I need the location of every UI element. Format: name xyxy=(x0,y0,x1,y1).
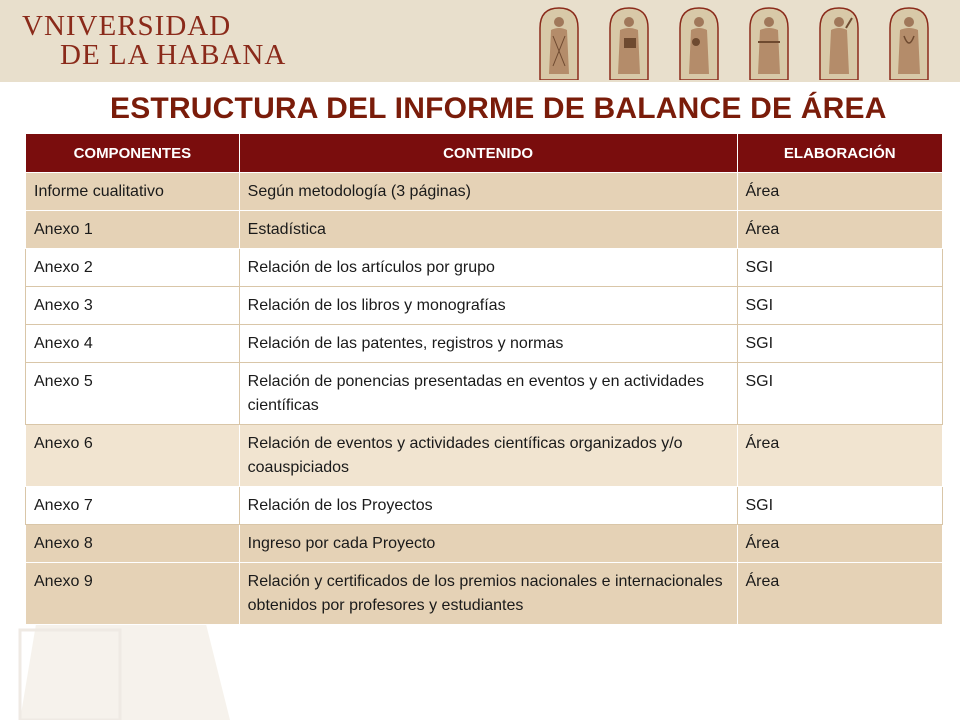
cell-contenido: Ingreso por cada Proyecto xyxy=(239,525,737,563)
statue-5-icon xyxy=(816,6,862,80)
cell-contenido: Relación de las patentes, registros y normas xyxy=(239,325,737,363)
header-band xyxy=(0,0,960,82)
cell-elaboracion: Área xyxy=(737,211,943,249)
table-row xyxy=(26,211,943,249)
statue-6-icon xyxy=(886,6,932,80)
cell-elaboracion: SGI xyxy=(737,287,943,325)
report-structure-table xyxy=(25,133,943,625)
table-row xyxy=(26,425,943,487)
table-row xyxy=(26,249,943,287)
cell-componente: Anexo 7 xyxy=(26,487,240,525)
cell-contenido: Relación y certificados de los premios nacionales e internacionales obtenidos por profesores y estudiantes xyxy=(239,563,737,625)
cell-contenido: Relación de los artículos por grupo xyxy=(239,249,737,287)
logo-line-1: VNIVERSIDAD xyxy=(22,10,232,42)
table-row xyxy=(26,525,943,563)
table-row xyxy=(26,325,943,363)
cell-contenido: Relación de los libros y monografías xyxy=(239,287,737,325)
cell-componente: Anexo 5 xyxy=(26,363,240,425)
cell-elaboracion: SGI xyxy=(737,249,943,287)
cell-componente: Anexo 1 xyxy=(26,211,240,249)
cell-elaboracion: Área xyxy=(737,563,943,625)
cell-componente: Anexo 6 xyxy=(26,425,240,487)
logo-line-2: DE LA HABANA xyxy=(60,39,287,71)
table-row xyxy=(26,487,943,525)
cell-elaboracion: SGI xyxy=(737,363,943,425)
cell-elaboracion: SGI xyxy=(737,487,943,525)
table-row xyxy=(26,173,943,211)
table-row xyxy=(26,363,943,425)
cell-componente: Anexo 8 xyxy=(26,525,240,563)
cell-componente: Anexo 9 xyxy=(26,563,240,625)
cell-componente: Informe cualitativo xyxy=(26,173,240,211)
cell-elaboracion: Área xyxy=(737,425,943,487)
table-row xyxy=(26,287,943,325)
university-logo xyxy=(22,12,286,70)
page-title: ESTRUCTURA DEL INFORME DE BALANCE DE ÁREA xyxy=(110,92,887,125)
cell-componente: Anexo 3 xyxy=(26,287,240,325)
cell-contenido: Relación de eventos y actividades científicas organizados y/o coauspiciados xyxy=(239,425,737,487)
header-componentes: COMPONENTES xyxy=(26,134,240,173)
cell-contenido: Relación de ponencias presentadas en eventos y en actividades científicas xyxy=(239,363,737,425)
statues-strip xyxy=(536,6,960,82)
statue-4-icon xyxy=(746,6,792,80)
cell-contenido: Relación de los Proyectos xyxy=(239,487,737,525)
cell-contenido: Según metodología (3 páginas) xyxy=(239,173,737,211)
table-row xyxy=(26,563,943,625)
cell-contenido: Estadística xyxy=(239,211,737,249)
cell-elaboracion: Área xyxy=(737,525,943,563)
header-contenido: CONTENIDO xyxy=(239,134,737,173)
statue-3-icon xyxy=(676,6,722,80)
statue-1-icon xyxy=(536,6,582,80)
cell-elaboracion: SGI xyxy=(737,325,943,363)
statue-2-icon xyxy=(606,6,652,80)
header-elaboracion: ELABORACIÓN xyxy=(737,134,943,173)
cell-componente: Anexo 4 xyxy=(26,325,240,363)
cell-componente: Anexo 2 xyxy=(26,249,240,287)
cell-elaboracion: Área xyxy=(737,173,943,211)
table-header-row xyxy=(26,134,943,173)
